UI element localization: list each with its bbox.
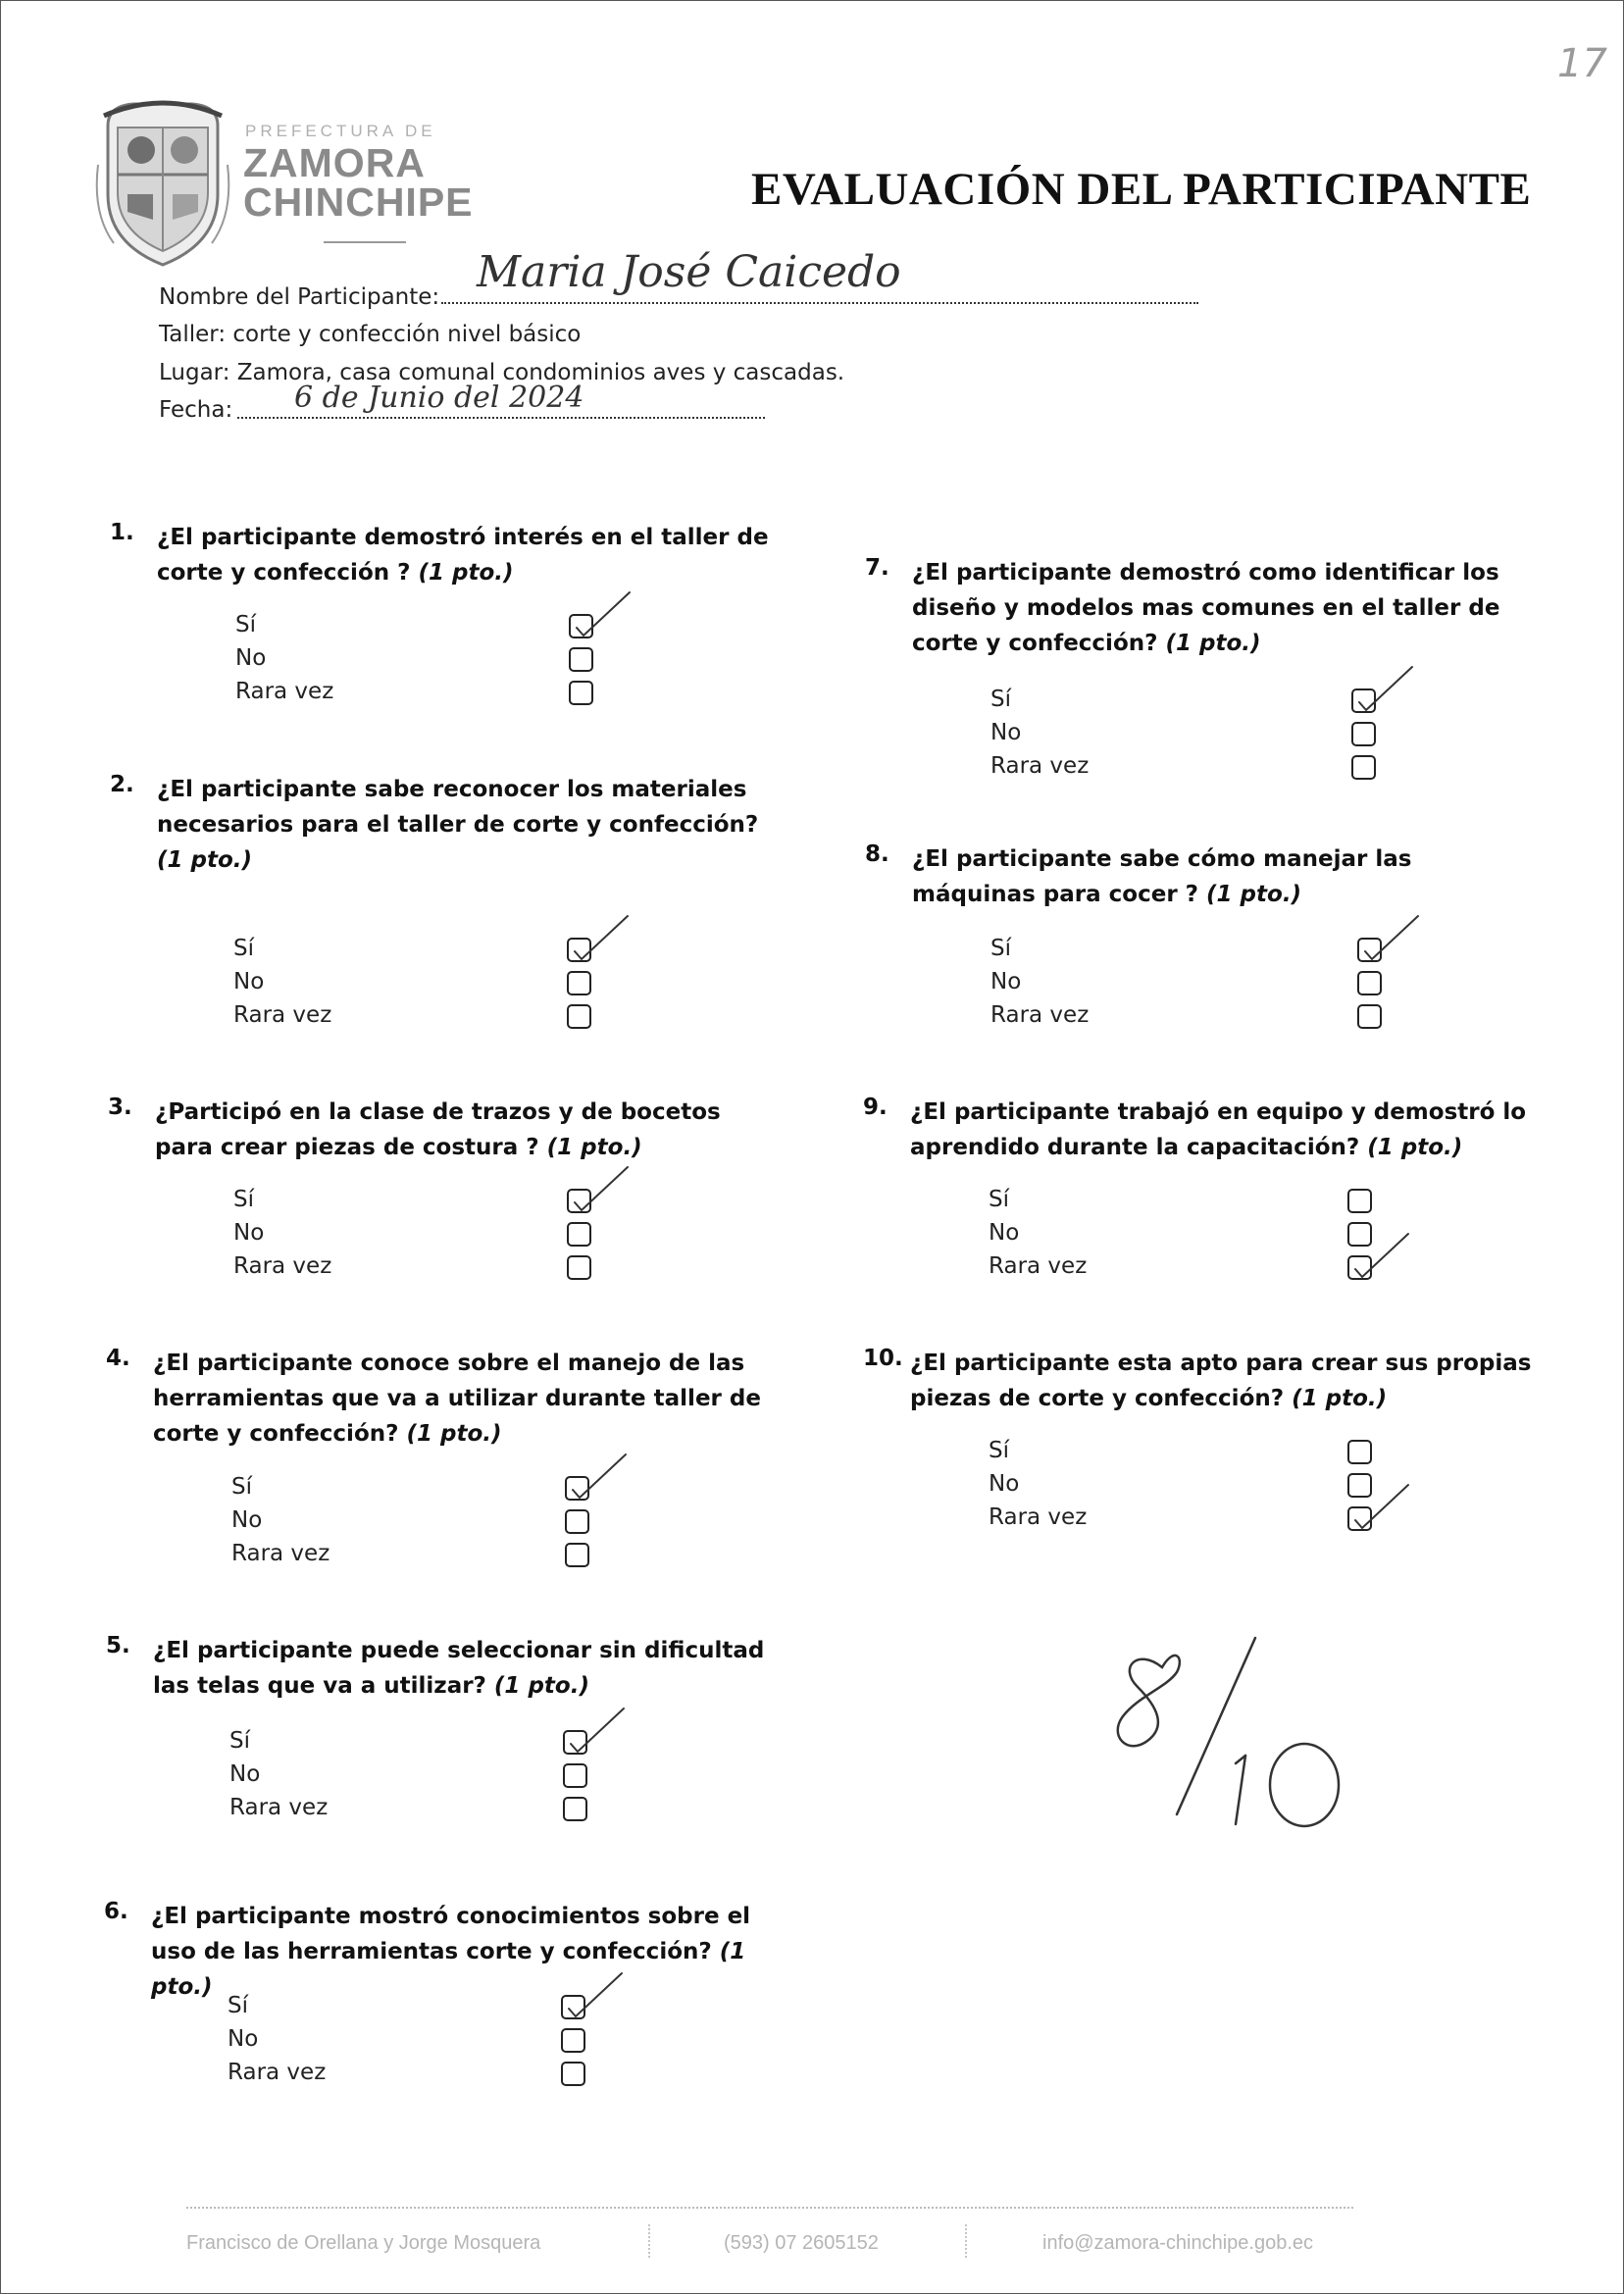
option-label: No — [233, 969, 265, 994]
option-label: Sí — [990, 936, 1011, 961]
prefectura-logo-emblem — [94, 96, 231, 273]
org-name-line2: CHINCHIPE — [243, 179, 474, 225]
question-text: ¿El participante puede seleccionar sin dificultad las telas que va a utilizar? (1 pto.) — [153, 1638, 765, 1699]
question-text: ¿El participante trabajó en equipo y demostró lo aprendido durante la capacitación? (1 pto.) — [910, 1099, 1527, 1160]
option-label: No — [990, 720, 1022, 745]
checkbox[interactable] — [563, 1797, 587, 1821]
option-label: Rara vez — [233, 1002, 332, 1028]
name-dotted-line — [441, 302, 1198, 304]
footer-address: Francisco de Orellana y Jorge Mosquera — [186, 2232, 541, 2254]
question-text: ¿El participante esta apto para crear sus propias piezas de corte y confección? (1 pto.) — [910, 1351, 1532, 1411]
question-number: 3. — [108, 1095, 132, 1120]
question-number: 10. — [863, 1346, 903, 1371]
check-mark-icon — [569, 1159, 637, 1218]
question-number: 4. — [106, 1346, 130, 1371]
footer-email: info@zamora-chinchipe.gob.ec — [1042, 2232, 1314, 2254]
option-label: Sí — [233, 936, 254, 961]
option-label: Sí — [235, 612, 256, 637]
checkbox[interactable] — [561, 2028, 585, 2053]
option-label: No — [228, 2026, 259, 2052]
participant-name-value: Maria José Caicedo — [477, 247, 901, 297]
fecha-label: Fecha: — [159, 397, 233, 423]
question-number: 8. — [865, 841, 889, 867]
check-mark-icon — [569, 908, 637, 967]
check-mark-icon — [1349, 1226, 1418, 1285]
checkbox[interactable] — [1351, 722, 1376, 746]
org-underline — [324, 241, 406, 243]
option-label: Sí — [989, 1187, 1009, 1212]
checkbox[interactable] — [567, 1222, 591, 1247]
checkbox[interactable] — [563, 1763, 587, 1788]
option-label: Sí — [989, 1438, 1009, 1463]
org-name-line1: ZAMORA — [243, 140, 426, 185]
handwritten-page-number: 17 — [1557, 41, 1607, 86]
option-label: Rara vez — [989, 1504, 1088, 1530]
question-text: ¿El participante demostró interés en el taller de corte y confección ? (1 pto.) — [157, 525, 769, 586]
checkbox[interactable] — [569, 647, 593, 672]
check-mark-icon — [1359, 908, 1428, 967]
score-text: 8/10 — [1255, 1849, 1258, 1850]
checkbox[interactable] — [567, 1004, 591, 1029]
option-label: Sí — [231, 1474, 252, 1500]
option-label: Rara vez — [990, 753, 1090, 779]
question-number: 2. — [110, 772, 134, 797]
checkbox[interactable] — [565, 1509, 589, 1534]
question-text: ¿El participante conoce sobre el manejo de las herramientas que va a utilizar durante taller de corte y confección? (1 pto.) — [153, 1351, 761, 1447]
checkbox[interactable] — [567, 971, 591, 995]
option-label: Rara vez — [228, 2060, 327, 2085]
footer-separator — [648, 2224, 650, 2258]
question-number: 7. — [865, 555, 889, 581]
participant-name-label: Nombre del Participante: — [159, 284, 440, 310]
question-number: 1. — [110, 520, 134, 545]
handwritten-score — [1108, 1628, 1402, 1854]
option-label: No — [990, 969, 1022, 994]
checkbox[interactable] — [561, 2062, 585, 2086]
check-mark-icon — [1349, 1477, 1418, 1536]
checkbox[interactable] — [565, 1543, 589, 1567]
org-label-small: PREFECTURA DE — [245, 122, 436, 140]
check-mark-icon — [571, 585, 639, 643]
option-label: Rara vez — [235, 679, 334, 704]
option-label: Rara vez — [233, 1253, 332, 1279]
option-label: No — [229, 1761, 261, 1787]
option-label: No — [235, 645, 267, 671]
question-number: 5. — [106, 1633, 130, 1658]
question-text: ¿El participante sabe reconocer los materiales necesarios para el taller de corte y confección? (1 pto.) — [157, 777, 759, 873]
checkbox[interactable] — [567, 1255, 591, 1280]
option-label: Rara vez — [229, 1795, 329, 1820]
checkbox[interactable] — [1351, 755, 1376, 780]
footer-phone: (593) 07 2605152 — [724, 2232, 879, 2254]
check-mark-icon — [1353, 659, 1422, 718]
question-text: ¿Participó en la clase de trazos y de bocetos para crear piezas de costura ? (1 pto.) — [155, 1099, 721, 1160]
check-mark-icon — [565, 1701, 634, 1759]
taller-line: Taller: corte y confección nivel básico — [159, 322, 582, 347]
lugar-line: Lugar: Zamora, casa comunal condominios aves y cascadas. — [159, 360, 845, 385]
footer-separator — [965, 2224, 967, 2258]
fecha-value: 6 de Junio del 2024 — [294, 381, 584, 415]
document-title: EVALUACIÓN DEL PARTICIPANTE — [751, 164, 1532, 215]
check-mark-icon — [567, 1447, 635, 1505]
option-label: Rara vez — [989, 1253, 1088, 1279]
option-label: Rara vez — [990, 1002, 1090, 1028]
question-number: 6. — [104, 1899, 128, 1924]
checkbox[interactable] — [1347, 1440, 1372, 1464]
option-label: No — [989, 1471, 1020, 1497]
question-text: ¿El participante mostró conocimientos sobre el uso de las herramientas corte y confección? (1 pto.) — [151, 1904, 751, 2000]
question-number: 9. — [863, 1095, 888, 1120]
fecha-dotted-line — [237, 417, 765, 419]
option-label: Sí — [233, 1187, 254, 1212]
option-label: Sí — [229, 1728, 250, 1754]
check-mark-icon — [563, 1965, 632, 2024]
checkbox[interactable] — [1357, 971, 1382, 995]
checkbox[interactable] — [1347, 1189, 1372, 1213]
checkbox[interactable] — [1357, 1004, 1382, 1029]
option-label: No — [989, 1220, 1020, 1246]
option-label: No — [233, 1220, 265, 1246]
option-label: No — [231, 1507, 263, 1533]
option-label: Sí — [228, 1993, 248, 2018]
option-label: Sí — [990, 687, 1011, 712]
checkbox[interactable] — [569, 681, 593, 705]
option-label: Rara vez — [231, 1541, 330, 1566]
question-text: ¿El participante demostró como identificar los diseño y modelos mas comunes en el taller de corte y confección? (1 pto.) — [912, 560, 1500, 656]
footer-rule — [186, 2207, 1353, 2209]
question-text: ¿El participante sabe cómo manejar las máquinas para cocer ? (1 pto.) — [912, 846, 1412, 907]
